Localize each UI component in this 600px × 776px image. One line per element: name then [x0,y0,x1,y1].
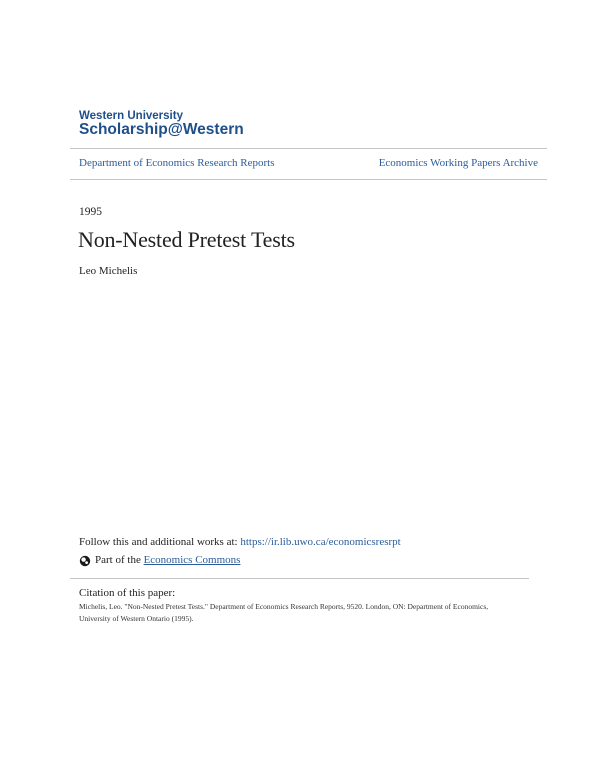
publication-year: 1995 [79,206,102,218]
paper-author: Leo Michelis [79,265,138,277]
collection-url-link[interactable]: https://ir.lib.uwo.ca/economicsresrpt [240,536,401,548]
department-reports-link[interactable]: Department of Economics Research Reports [79,157,275,169]
institution-name: Western University [79,110,183,122]
part-of-line [79,552,240,568]
citation-divider [70,578,529,579]
commons-network-icon [79,554,91,566]
follow-label: Follow this and additional works at: [79,536,241,548]
citation-text: Michelis, Leo. "Non-Nested Pretest Tests." Department of Economics Research Reports, 9520. London, ON: Department of Economics, University of Western Ontario (1995). [79,602,489,623]
header-divider-bottom [70,179,547,180]
follow-line [79,536,401,548]
citation-heading: Citation of this paper: [79,587,176,599]
working-papers-archive-link[interactable]: Economics Working Papers Archive [378,157,538,169]
part-of-text [95,554,240,566]
economics-commons-link[interactable]: Economics Commons [143,554,241,566]
paper-title: Non-Nested Pretest Tests [78,227,295,252]
repository-logo-text[interactable]: Scholarship@Western [79,121,244,138]
part-of-label: Part of the [95,554,144,566]
header-divider-top [70,148,547,149]
